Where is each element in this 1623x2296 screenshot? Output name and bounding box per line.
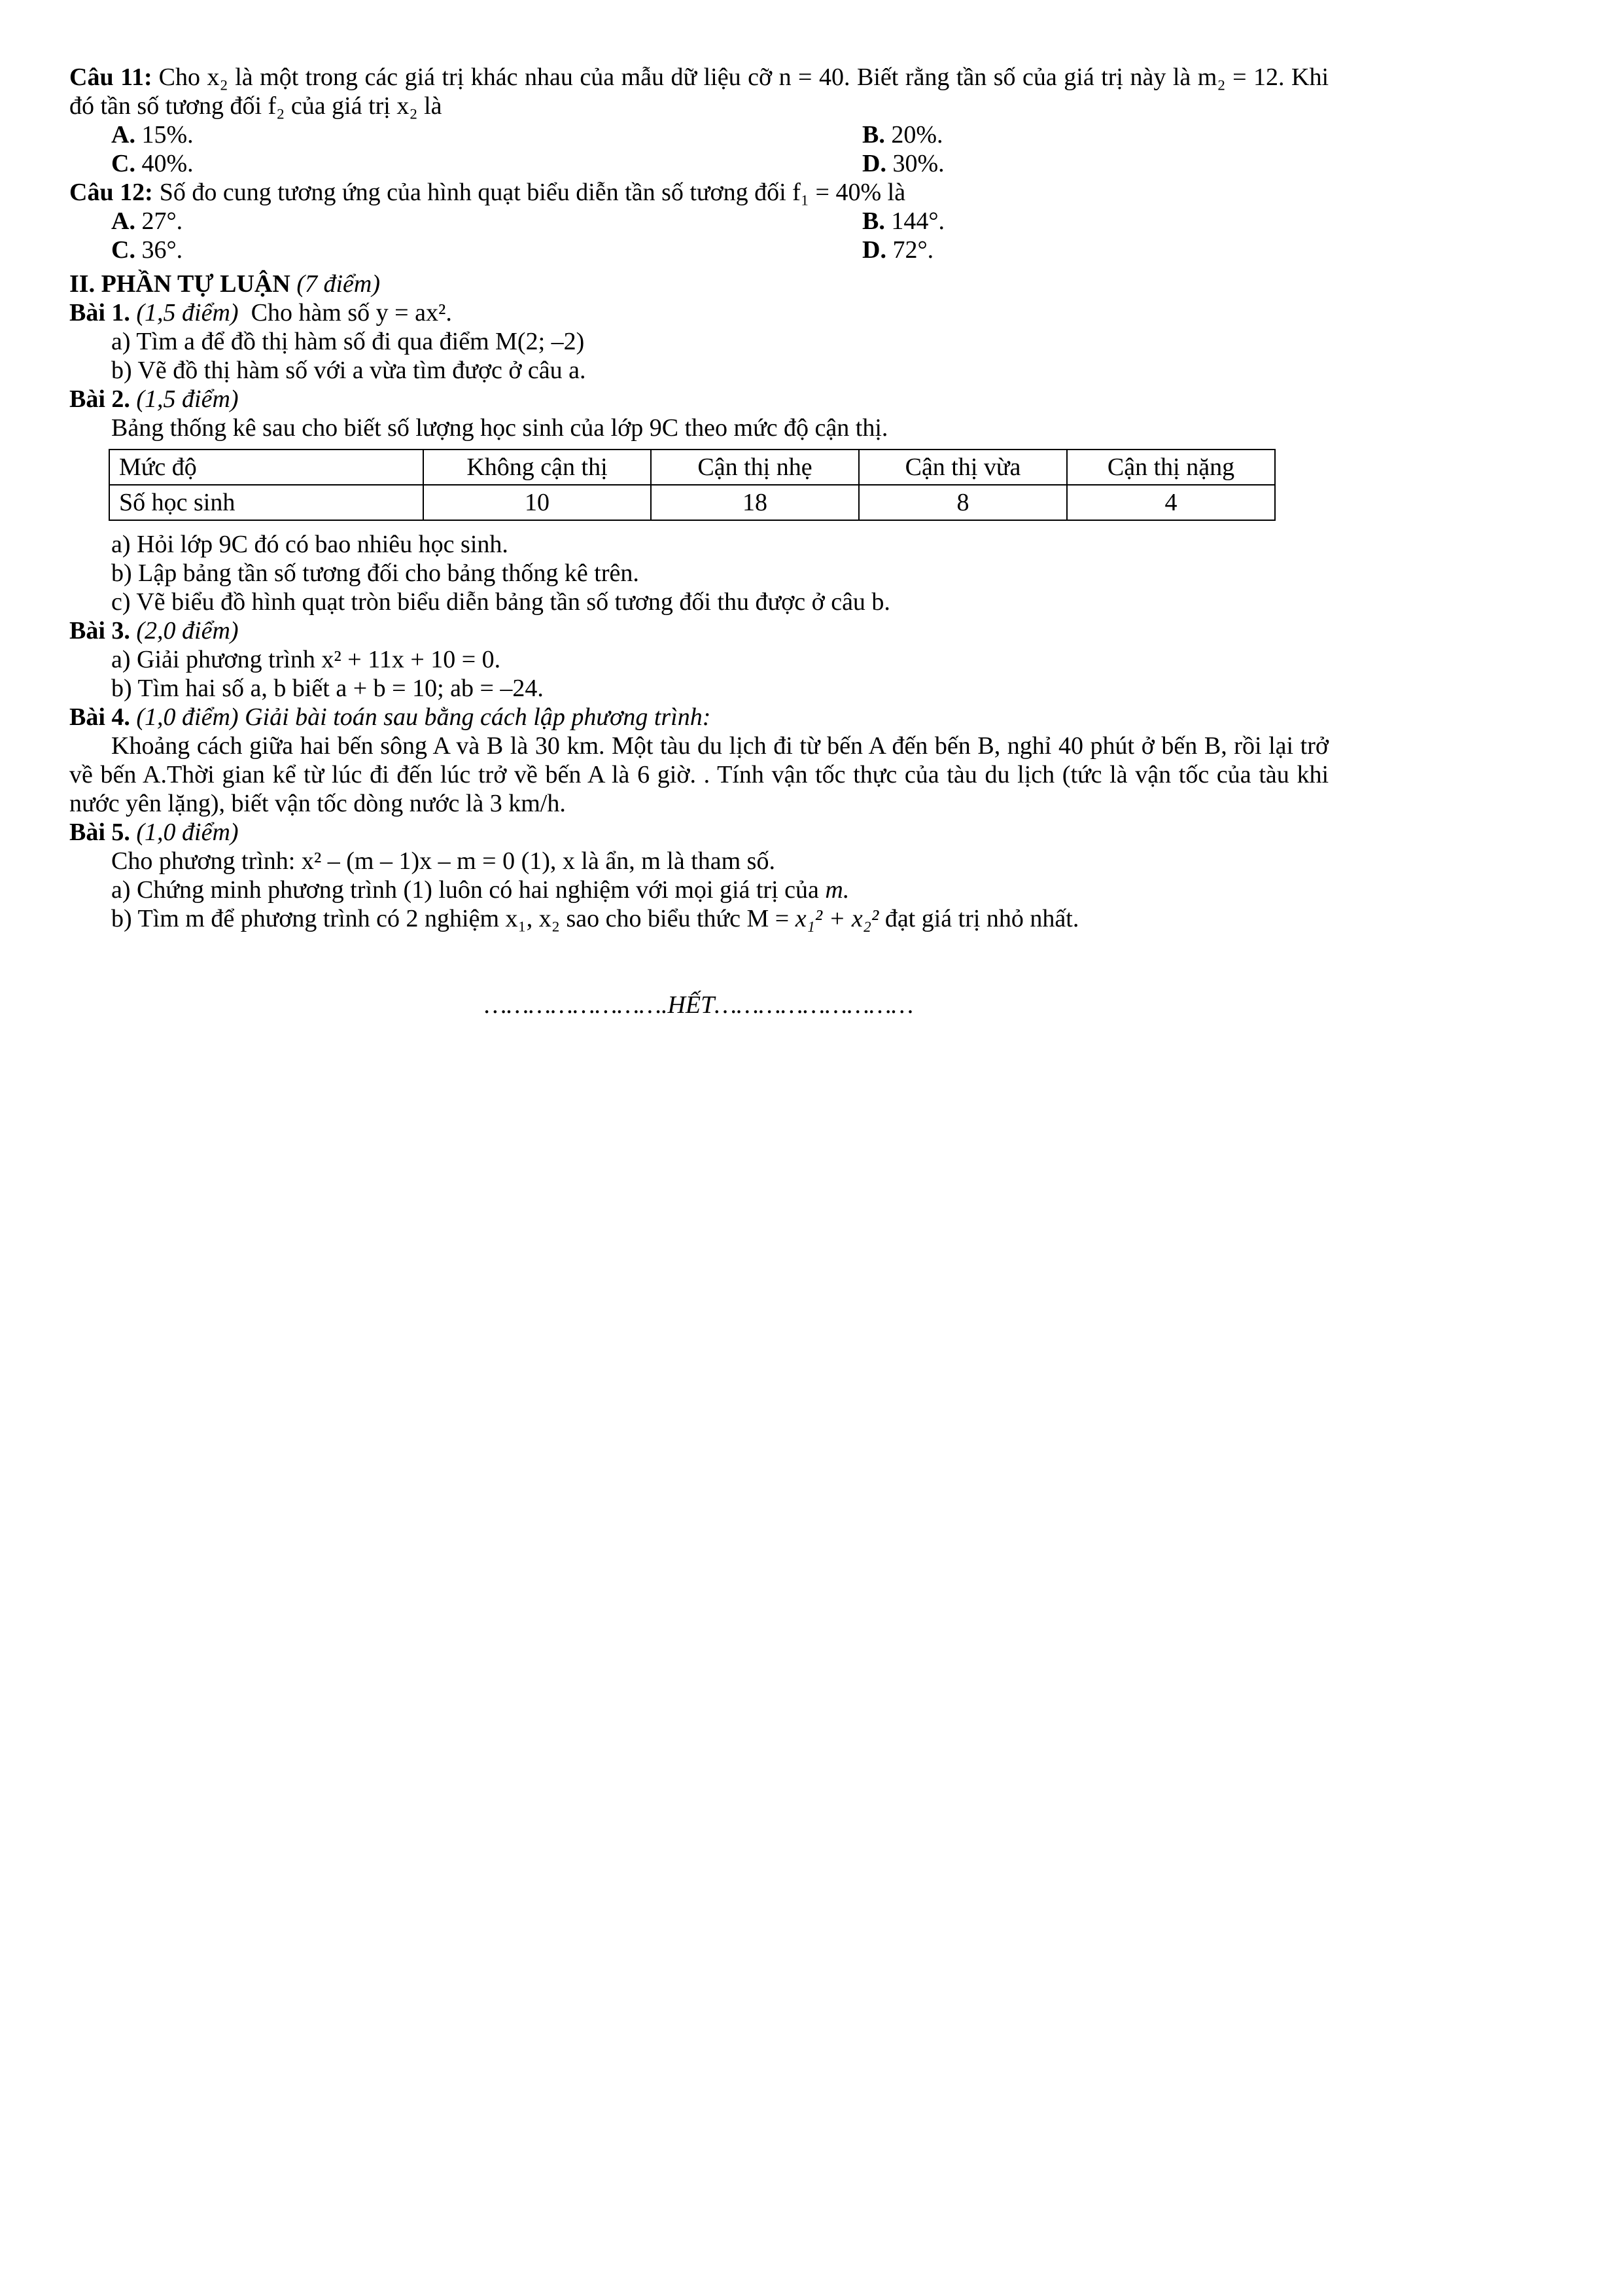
- bai-5-item-a-m: m.: [825, 876, 850, 904]
- bai-3-points: (2,0 điểm): [136, 617, 239, 645]
- table-value-1: 10: [423, 485, 651, 520]
- bai-5-intro: Cho phương trình: x² – (m – 1)x – m = 0 (1), x là ẩn, m là tham số.: [111, 847, 775, 875]
- option-11-d-text: 30%.: [892, 150, 945, 177]
- bai-5-item-b-math: x₁² + x₂²: [795, 905, 879, 932]
- question-11-label: Câu 11:: [69, 63, 152, 91]
- question-12-label: Câu 12:: [69, 179, 153, 206]
- option-12-c: [111, 236, 862, 264]
- bai-1-intro: Cho hàm số y = ax².: [251, 299, 452, 327]
- table-header-khong-can-thi: Không cận thị: [423, 450, 651, 485]
- table-header-can-thi-nhe: Cận thị nhẹ: [651, 450, 859, 485]
- bai-3-item-b: b) Tìm hai số a, b biết a + b = 10; ab = –24.: [111, 675, 544, 702]
- bai-3-item-a: a) Giải phương trình x² + 11x + 10 = 0.: [111, 646, 501, 673]
- table-value-4: 4: [1067, 485, 1275, 520]
- option-12-b-label: B.: [862, 207, 885, 235]
- table-header-muc-do: Mức độ: [109, 450, 423, 485]
- option-11-a: [111, 120, 862, 149]
- table-header-row: [109, 450, 1275, 485]
- bai-1-label: Bài 1.: [69, 299, 130, 327]
- question-11-text: Cho x₂ là một trong các giá trị khác nhau của mẫu dữ liệu cỡ n = 40. Biết rằng tần số của giá trị này là m₂ = 12. Khi đó tần số tương đối f₂ của giá trị x₂ là: [69, 63, 1329, 120]
- bai-2-header: [69, 385, 1329, 414]
- bai-5-item-a-text: a) Chứng minh phương trình (1) luôn có hai nghiệm với mọi giá trị của: [111, 876, 826, 904]
- option-11-c: [111, 149, 862, 178]
- option-11-d-label: D.: [862, 150, 886, 177]
- option-12-a-text: 27°.: [141, 207, 183, 235]
- bai-4-label: Bài 4.: [69, 703, 130, 731]
- option-12-b: [862, 207, 945, 236]
- option-11-b: [862, 120, 943, 149]
- bai-1-points: (1,5 điểm): [136, 299, 239, 327]
- question-12-text: Số đo cung tương ứng của hình quạt biểu diễn tần số tương đối f₁ = 40% là: [159, 179, 906, 206]
- bai-5-item-b-tail: đạt giá trị nhỏ nhất.: [879, 905, 1079, 932]
- bai-4-body: Khoảng cách giữa hai bến sông A và B là 30 km. Một tàu du lịch đi từ bến A đến bến B, nghỉ 40 phút ở bến B, rồi lại trở về bến A.Thời gian kể từ lúc đi đến lúc trở về bến A là 6 giờ. . Tính vận tốc thực của tàu du lịch (tức là vận tốc của tàu khi nước yên lặng), biết vận tốc dòng nước là 3 km/h.: [69, 732, 1329, 817]
- option-11-a-text: 15%.: [141, 121, 194, 149]
- bai-1-item-b: b) Vẽ đồ thị hàm số với a vừa tìm được ở câu a.: [111, 357, 586, 384]
- option-11-d: [862, 149, 945, 178]
- bai-2-item-a: a) Hỏi lớp 9C đó có bao nhiêu học sinh.: [111, 531, 508, 558]
- bai-5-item-a: [69, 875, 1329, 904]
- question-11: [69, 63, 1329, 120]
- table-data-row: [109, 485, 1275, 520]
- het-footer-line: …………………….HẾT………………………: [484, 991, 914, 1019]
- bai-4-header: [69, 703, 1329, 732]
- bai-2-label: Bài 2.: [69, 385, 130, 413]
- table-header-can-thi-vua: Cận thị vừa: [859, 450, 1067, 485]
- bai-2-item-c: c) Vẽ biểu đồ hình quạt tròn biểu diễn bảng tần số tương đối thu được ở câu b.: [111, 588, 890, 616]
- option-12-a: [111, 207, 862, 236]
- option-12-d-text: 72°.: [892, 236, 934, 264]
- bai-5-item-b: [69, 904, 1329, 933]
- option-12-d-label: D.: [862, 236, 886, 264]
- question-12-options-row-2: [69, 236, 1329, 264]
- bai-5-label: Bài 5.: [69, 819, 130, 846]
- table-header-can-thi-nang: Cận thị nặng: [1067, 450, 1275, 485]
- option-11-c-text: 40%.: [141, 150, 194, 177]
- bai-5-points: (1,0 điểm): [136, 819, 239, 846]
- question-11-options-row-1: [69, 120, 1329, 149]
- bai-2-item-b: b) Lập bảng tần số tương đối cho bảng thống kê trên.: [111, 559, 639, 587]
- section-points: (7 điểm): [296, 270, 380, 298]
- option-12-a-label: A.: [111, 207, 135, 235]
- bai-2-points: (1,5 điểm): [136, 385, 239, 413]
- option-11-b-text: 20%.: [891, 121, 943, 149]
- table-row-label: Số học sinh: [109, 485, 423, 520]
- option-12-b-text: 144°.: [891, 207, 945, 235]
- bai-3-label: Bài 3.: [69, 617, 130, 645]
- bai-5-header: [69, 818, 1329, 847]
- option-11-a-label: A.: [111, 121, 135, 149]
- section-title: II. PHẦN TỰ LUẬN: [69, 270, 290, 298]
- statistics-table: [109, 449, 1276, 521]
- option-12-c-text: 36°.: [141, 236, 183, 264]
- option-12-d: [862, 236, 934, 264]
- section-heading: [69, 270, 1329, 298]
- bai-1-header: [69, 298, 1329, 327]
- bai-5-item-b-text: b) Tìm m để phương trình có 2 nghiệm x₁, x₂ sao cho biểu thức M =: [111, 905, 795, 932]
- bai-1-item-a: a) Tìm a để đồ thị hàm số đi qua điểm M(2; –2): [111, 328, 585, 355]
- question-12: [69, 178, 1329, 207]
- option-11-c-label: C.: [111, 150, 135, 177]
- bai-3-header: [69, 616, 1329, 645]
- option-11-b-label: B.: [862, 121, 885, 149]
- bai-2-intro: Bảng thống kê sau cho biết số lượng học sinh của lớp 9C theo mức độ cận thị.: [111, 414, 888, 442]
- question-11-options-row-2: [69, 149, 1329, 178]
- option-12-c-label: C.: [111, 236, 135, 264]
- table-value-3: 8: [859, 485, 1067, 520]
- bai-4-points-note: (1,0 điểm) Giải bài toán sau bằng cách lập phương trình:: [136, 703, 711, 731]
- table-value-2: 18: [651, 485, 859, 520]
- question-12-options-row-1: [69, 207, 1329, 236]
